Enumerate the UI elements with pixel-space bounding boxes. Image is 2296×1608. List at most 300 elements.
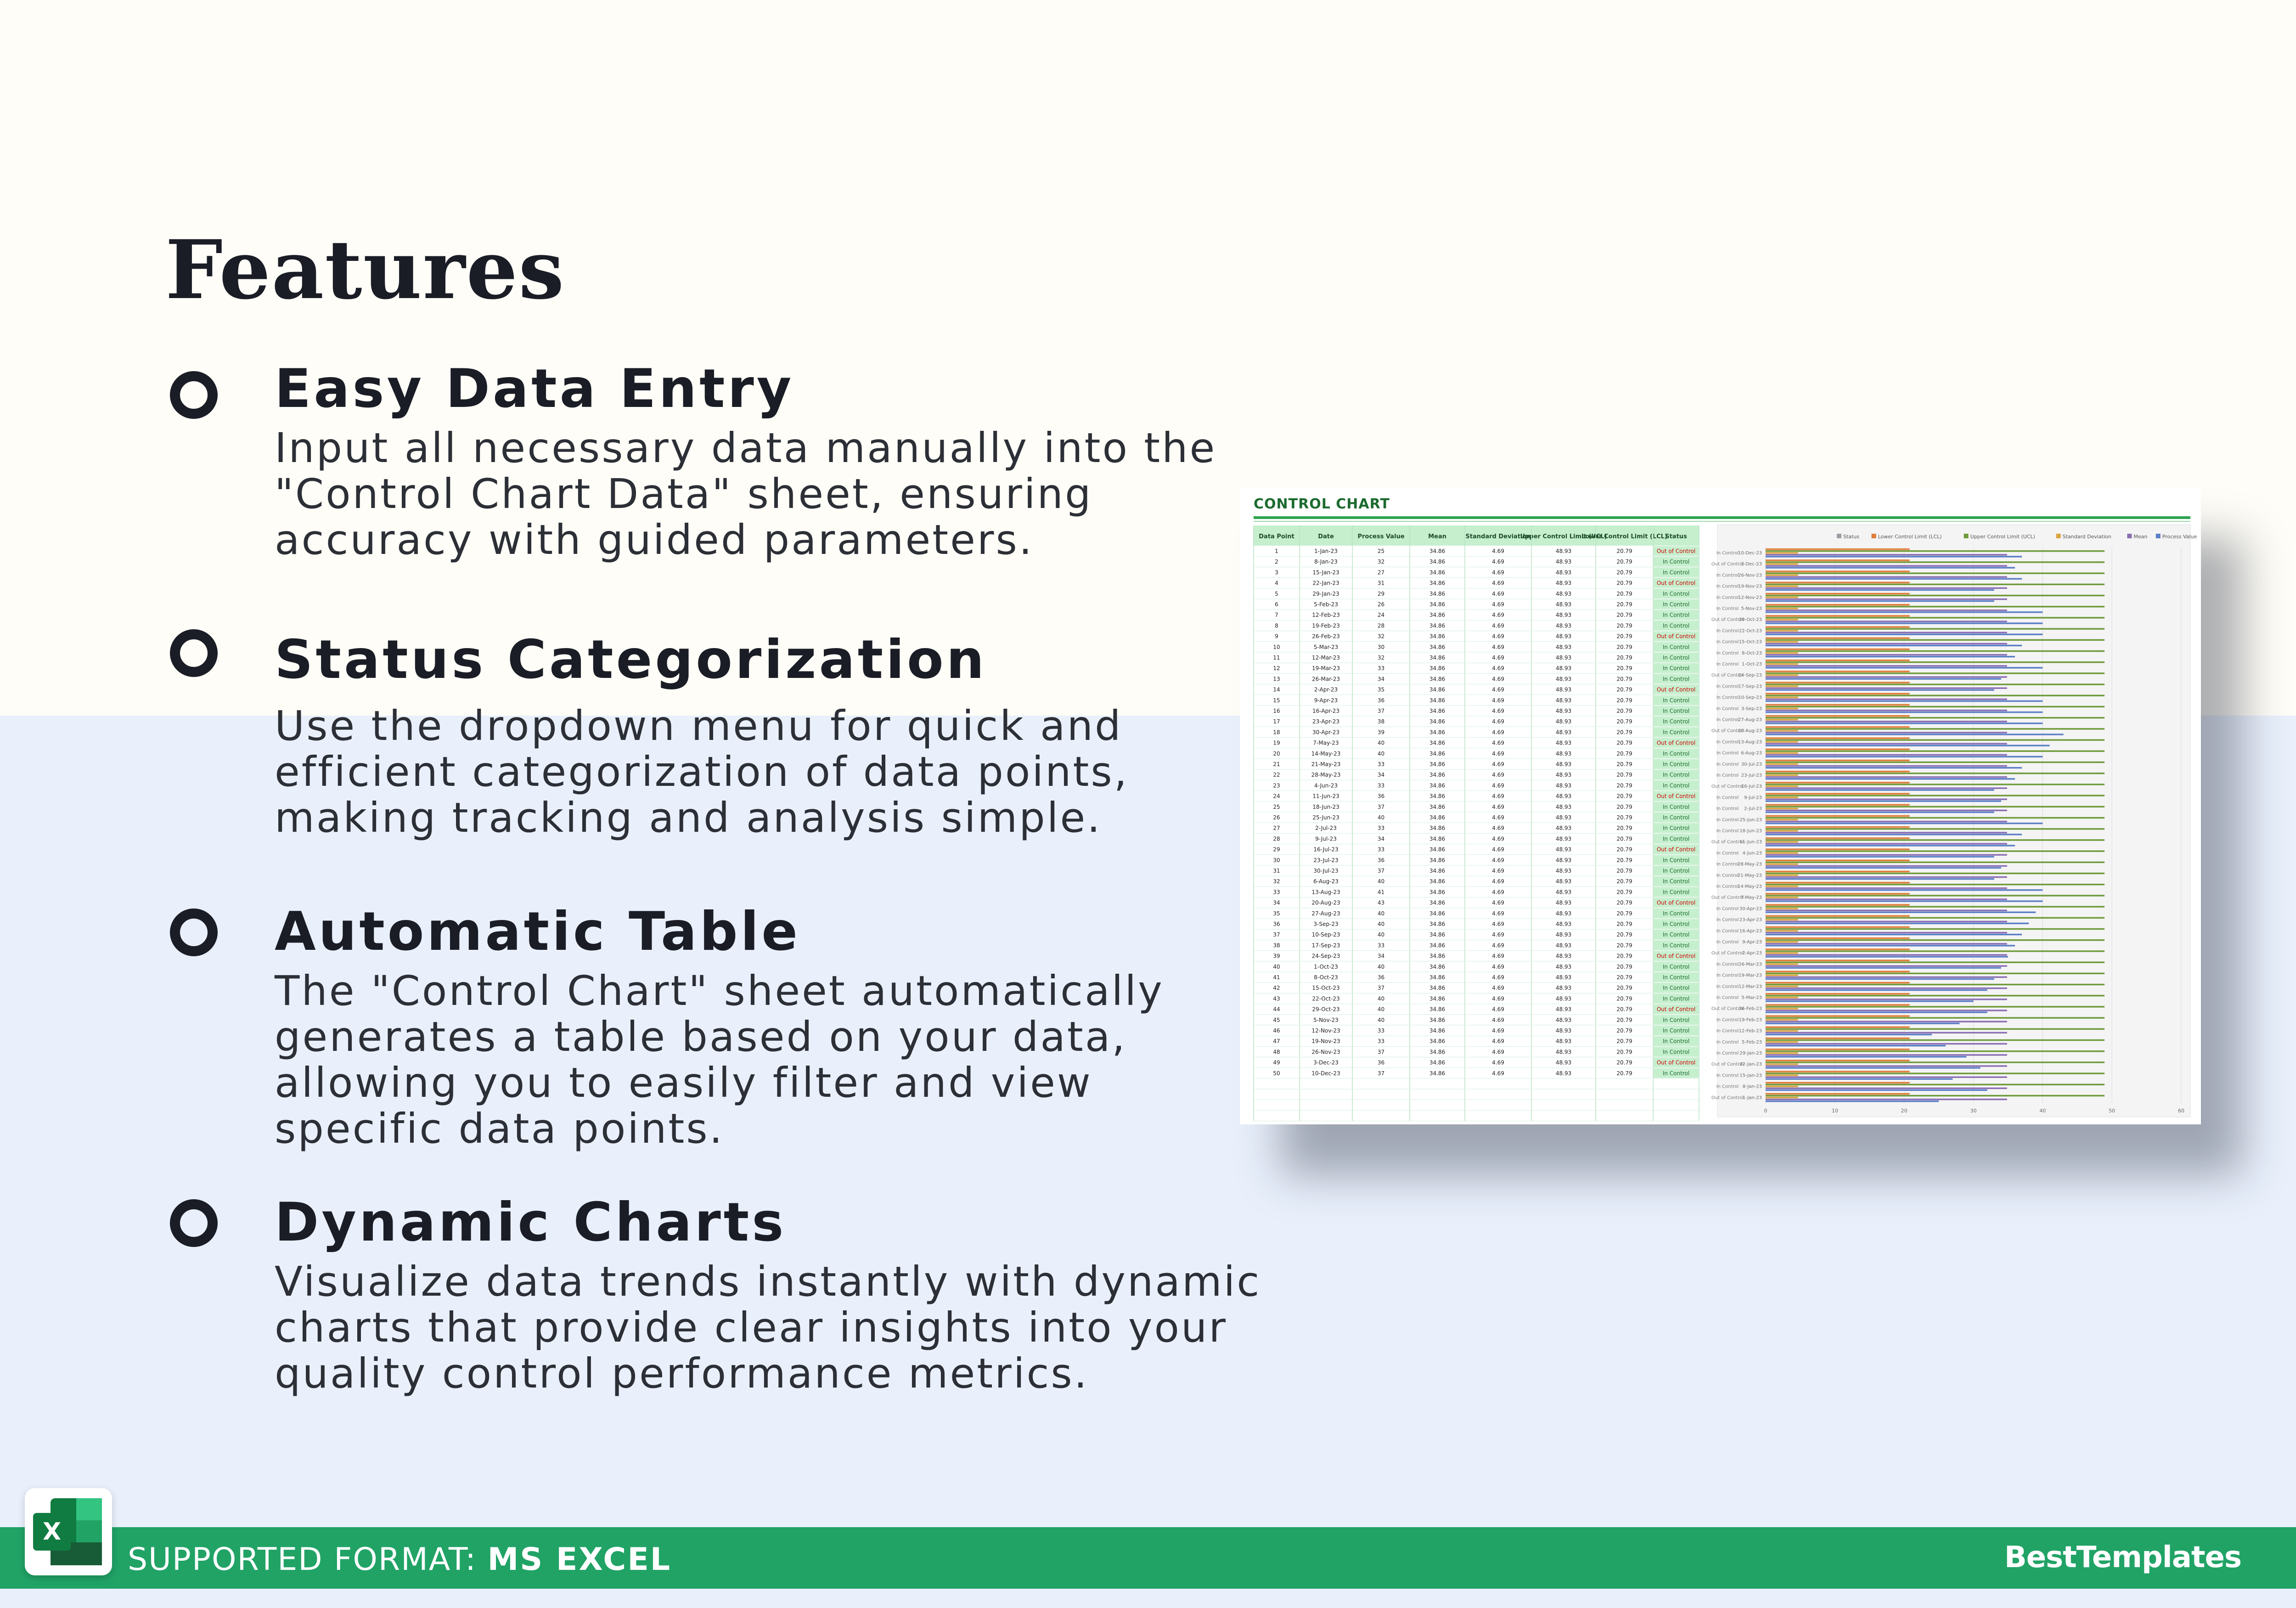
bar-ucl	[1766, 1039, 2105, 1041]
bar-mean	[1766, 1010, 2007, 1011]
table-cell: 48.93	[1555, 1059, 1572, 1066]
y-tick-label: 9-Apr-23	[1742, 940, 1762, 945]
bar-ucl	[1766, 873, 2105, 874]
bar-mean	[1766, 1054, 2007, 1055]
bar-ucl	[1766, 1095, 2105, 1096]
table-cell: 4.69	[1492, 750, 1504, 757]
status-badge: Out of Control	[1656, 899, 1696, 906]
y-tick-label: 13-Aug-23	[1738, 739, 1762, 745]
bar-mean	[1766, 1077, 2007, 1078]
status-badge: In Control	[1662, 814, 1690, 821]
table-cell: 27	[1377, 569, 1385, 576]
bar-process-value	[1766, 589, 1994, 591]
bar-ucl	[1766, 628, 2105, 629]
table-cell: 40	[1273, 963, 1280, 970]
bar-std-dev	[1766, 897, 1798, 898]
table-cell: 45	[1273, 1016, 1280, 1023]
table-cell: 34.86	[1429, 676, 1446, 683]
table-cell: 4.69	[1492, 1038, 1504, 1045]
table-cell: 20.79	[1616, 868, 1632, 874]
bar-process-value	[1766, 789, 1994, 790]
table-cell: 8-Jan-23	[1314, 559, 1338, 565]
bar-mean	[1766, 887, 2007, 889]
table-cell: 4-Jun-23	[1314, 782, 1338, 789]
table-cell: 34	[1377, 953, 1385, 959]
table-cell: 4	[1275, 580, 1278, 587]
bar-mean	[1766, 554, 2007, 555]
bar-process-value	[1766, 1089, 1987, 1091]
table-cell: 20.79	[1616, 697, 1632, 704]
status-axis-label: In Control	[1716, 584, 1739, 589]
bar-lcl	[1766, 804, 1910, 806]
status-badge: Out of Control	[1656, 633, 1696, 640]
table-cell: 5-Feb-23	[1314, 601, 1338, 608]
table-cell: 16-Jul-23	[1313, 846, 1339, 853]
bar-ucl	[1766, 1017, 2105, 1018]
table-cell: 4.69	[1492, 782, 1504, 789]
bar-mean	[1766, 621, 2007, 622]
table-cell: 42	[1273, 985, 1280, 992]
table-cell: 34.86	[1429, 825, 1446, 832]
bar-process-value	[1766, 1045, 1946, 1046]
bar-process-value	[1766, 1100, 1939, 1102]
table-cell: 20.79	[1616, 633, 1632, 640]
table-cell: 48	[1273, 1049, 1280, 1055]
table-cell: 11	[1273, 654, 1280, 661]
table-cell: 34.86	[1429, 995, 1446, 1002]
table-cell: 4.69	[1492, 601, 1504, 608]
table-cell: 26	[1377, 601, 1385, 608]
table-cell: 8-Oct-23	[1314, 974, 1338, 981]
table-cell: 34.86	[1429, 1049, 1446, 1055]
table-cell: 34.86	[1429, 739, 1446, 746]
table-cell: 34.86	[1429, 835, 1446, 842]
feature-description: The "Control Chart" sheet automatically generates a table based on your data, allowing you to easily filter and view specific data points.	[275, 967, 1164, 1152]
table-cell: 4.69	[1492, 569, 1504, 576]
bar-ucl	[1766, 973, 2105, 974]
bar-std-dev	[1766, 986, 1798, 987]
table-cell: 33	[1377, 782, 1385, 789]
bar-process-value	[1766, 967, 2001, 969]
bar-process-value	[1766, 756, 2043, 757]
table-cell: 31	[1273, 868, 1280, 874]
bar-lcl	[1766, 626, 1910, 627]
table-cell: 40	[1377, 878, 1385, 885]
table-cell: 33	[1377, 846, 1385, 853]
table-cell: 48.93	[1555, 590, 1572, 597]
bar-std-dev	[1766, 908, 1798, 909]
table-cell: 18-Jun-23	[1312, 803, 1339, 810]
status-axis-label: In Control	[1716, 1084, 1739, 1089]
table-cell: 23	[1273, 782, 1280, 789]
table-cell: 20.79	[1616, 708, 1632, 714]
bar-process-value	[1766, 978, 1994, 980]
bar-process-value	[1766, 767, 2022, 768]
table-cell: 34.86	[1429, 878, 1446, 885]
table-cell: 20.79	[1616, 1016, 1632, 1023]
bar-process-value	[1766, 923, 2029, 924]
table-cell: 4.69	[1492, 803, 1504, 810]
table-cell: 26-Mar-23	[1311, 676, 1340, 683]
table-cell: 34.86	[1429, 633, 1446, 640]
status-axis-label: Out of Control	[1711, 673, 1744, 678]
table-cell: 23-Apr-23	[1312, 718, 1339, 725]
table-cell: 20.79	[1616, 580, 1632, 587]
table-cell: 21-May-23	[1311, 761, 1341, 767]
bar-std-dev	[1766, 685, 1798, 687]
status-axis-label: Out of Control	[1711, 951, 1744, 956]
y-tick-label: 21-May-23	[1737, 873, 1762, 878]
feature-title: Status Categorization	[275, 629, 987, 691]
legend-entry: Standard Deviation	[2062, 534, 2111, 540]
table-cell: 34.86	[1429, 1027, 1446, 1034]
y-tick-label: 12-Feb-23	[1739, 1028, 1762, 1034]
bar-std-dev	[1766, 1030, 1798, 1032]
y-tick-label: 26-Feb-23	[1739, 1006, 1762, 1012]
table-cell: 4.69	[1492, 739, 1504, 746]
status-badge: In Control	[1662, 612, 1690, 619]
bar-lcl	[1766, 837, 1910, 839]
table-cell: 4.69	[1492, 772, 1504, 779]
bar-ucl	[1766, 862, 2105, 863]
table-cell: 8	[1275, 622, 1278, 629]
table-cell: 34.86	[1429, 889, 1446, 896]
status-axis-label: In Control	[1716, 940, 1739, 945]
legend-entry: Mean	[2133, 534, 2148, 540]
table-cell: 5	[1275, 590, 1278, 597]
bar-lcl	[1766, 693, 1910, 694]
table-cell: 34.86	[1429, 548, 1446, 554]
bar-lcl	[1766, 982, 1910, 983]
bar-lcl	[1766, 815, 1910, 817]
status-axis-label: Out of Control	[1711, 784, 1744, 790]
bar-process-value	[1766, 934, 2022, 935]
bar-lcl	[1766, 782, 1910, 783]
table-cell: 34.86	[1429, 1059, 1446, 1066]
table-cell: 4.69	[1492, 590, 1504, 597]
table-cell: 4.69	[1492, 665, 1504, 672]
bar-std-dev	[1766, 997, 1798, 998]
table-cell: 14	[1273, 686, 1280, 693]
status-axis-label: Out of Control	[1711, 728, 1744, 734]
bar-std-dev	[1766, 886, 1798, 887]
table-cell: 34.86	[1429, 612, 1446, 619]
table-cell: 4.69	[1492, 1027, 1504, 1034]
table-cell: 17	[1273, 718, 1280, 725]
status-badge: In Control	[1662, 857, 1690, 863]
bar-std-dev	[1766, 708, 1798, 709]
status-axis-label: Out of Control	[1711, 1062, 1744, 1067]
status-axis-label: In Control	[1716, 650, 1739, 656]
table-cell: 34.86	[1429, 1070, 1446, 1077]
bar-process-value	[1766, 733, 2064, 735]
bar-std-dev	[1766, 819, 1798, 820]
table-header-cell: Lower Control Limit (LCL)	[1581, 533, 1667, 540]
page-heading: Features	[165, 222, 565, 317]
status-axis-label: In Control	[1716, 995, 1739, 1001]
bar-lcl	[1766, 1027, 1910, 1028]
table-cell: 48.93	[1555, 942, 1572, 949]
bar-mean	[1766, 1099, 2007, 1100]
table-cell: 35	[1377, 686, 1385, 693]
table-cell: 34.86	[1429, 953, 1446, 959]
table-cell: 20.79	[1616, 665, 1632, 672]
bar-lcl	[1766, 893, 1910, 894]
bar-std-dev	[1766, 919, 1798, 920]
status-axis-label: In Control	[1716, 595, 1739, 600]
bar-mean	[1766, 754, 2007, 756]
status-badge: Out of Control	[1656, 580, 1696, 587]
table-cell: 20.79	[1616, 963, 1632, 970]
x-tick-label: 10	[1831, 1108, 1838, 1114]
feature-description: Use the dropdown menu for quick and efficient categorization of data points, making tracking and analysis simple.	[275, 702, 1129, 841]
bar-mean	[1766, 965, 2007, 967]
y-tick-label: 5-Feb-23	[1741, 1039, 1762, 1045]
table-cell: 40	[1377, 995, 1385, 1002]
bar-process-value	[1766, 823, 2043, 824]
table-cell: 4.69	[1492, 889, 1504, 896]
table-cell: 32	[1377, 559, 1385, 565]
bar-process-value	[1766, 745, 2049, 746]
svg-text:X: X	[42, 1518, 62, 1546]
bar-std-dev	[1766, 875, 1798, 876]
table-cell: 48.93	[1555, 868, 1572, 874]
status-badge: In Control	[1662, 825, 1690, 832]
bar-std-dev	[1766, 586, 1798, 587]
bar-std-dev	[1766, 630, 1798, 631]
table-cell: 48.93	[1555, 910, 1572, 917]
bar-ucl	[1766, 884, 2105, 885]
bar-ucl	[1766, 672, 2105, 674]
bar-mean	[1766, 876, 2007, 878]
table-cell: 20.79	[1616, 686, 1632, 693]
status-axis-label: In Control	[1716, 762, 1739, 767]
table-cell: 20.79	[1616, 974, 1632, 981]
table-cell: 20-Aug-23	[1311, 899, 1340, 906]
bar-std-dev	[1766, 741, 1798, 742]
table-cell: 20.79	[1616, 729, 1632, 736]
bar-process-value	[1766, 634, 2043, 635]
table-cell: 11-Jun-23	[1312, 793, 1339, 800]
table-cell: 34.86	[1429, 643, 1446, 650]
bar-ucl	[1766, 995, 2105, 996]
bar-process-value	[1766, 889, 2043, 891]
bar-lcl	[1766, 548, 1910, 550]
bar-process-value	[1766, 945, 2015, 946]
table-cell: 4.69	[1492, 612, 1504, 619]
table-cell: 34.86	[1429, 803, 1446, 810]
bar-process-value	[1766, 1000, 1974, 1002]
bar-lcl	[1766, 882, 1910, 883]
bar-std-dev	[1766, 808, 1798, 809]
table-cell: 34.86	[1429, 846, 1446, 853]
table-cell: 34.86	[1429, 686, 1446, 693]
table-cell: 34.86	[1429, 985, 1446, 992]
y-tick-label: 6-Aug-23	[1741, 750, 1762, 756]
bar-process-value	[1766, 900, 2043, 902]
table-cell: 46	[1273, 1027, 1280, 1034]
bar-ucl	[1766, 572, 2105, 574]
bar-lcl	[1766, 959, 1910, 961]
status-badge: In Control	[1662, 676, 1690, 683]
table-cell: 4.69	[1492, 942, 1504, 949]
bar-ucl	[1766, 961, 2105, 963]
table-cell: 48.93	[1555, 729, 1572, 736]
status-axis-label: In Control	[1716, 573, 1739, 578]
table-cell: 20.79	[1616, 718, 1632, 725]
status-axis-label: In Control	[1716, 639, 1739, 645]
table-cell: 30-Apr-23	[1312, 729, 1339, 736]
status-axis-label: In Control	[1716, 739, 1739, 745]
feature-description: Input all necessary data manually into the "Control Chart Data" sheet, ensuring accuracy with guided parameters.	[275, 424, 1217, 564]
status-axis-label: In Control	[1716, 873, 1739, 878]
table-cell: 48.93	[1555, 825, 1572, 832]
y-tick-label: 19-Nov-23	[1738, 584, 1762, 589]
bar-ucl	[1766, 561, 2105, 563]
table-cell: 33	[1377, 1038, 1385, 1045]
bar-std-dev	[1766, 752, 1798, 754]
bar-ucl	[1766, 917, 2105, 919]
status-axis-label: In Control	[1716, 1017, 1739, 1023]
table-cell: 34.86	[1429, 974, 1446, 981]
table-cell: 4.69	[1492, 1059, 1504, 1066]
table-cell: 48.93	[1555, 963, 1572, 970]
bar-std-dev	[1766, 597, 1798, 598]
feature-easy-data-entry	[170, 358, 1217, 570]
bar-ucl	[1766, 939, 2105, 941]
bar-mean	[1766, 910, 2007, 911]
table-cell: 34.86	[1429, 857, 1446, 863]
bar-ucl	[1766, 550, 2105, 552]
bar-lcl	[1766, 582, 1910, 583]
table-cell: 16	[1273, 708, 1280, 714]
table-cell: 4.69	[1492, 995, 1504, 1002]
table-cell: 26-Feb-23	[1312, 633, 1340, 640]
table-cell: 12-Feb-23	[1312, 612, 1340, 619]
bar-std-dev	[1766, 1052, 1798, 1054]
bar-mean	[1766, 732, 2007, 733]
table-cell: 48.93	[1555, 878, 1572, 885]
bar-lcl	[1766, 749, 1910, 750]
table-cell: 4.69	[1492, 985, 1504, 992]
bar-process-value	[1766, 722, 2043, 724]
table-cell: 48.93	[1555, 1038, 1572, 1045]
status-axis-label: In Control	[1716, 1051, 1739, 1056]
table-cell: 20.79	[1616, 878, 1632, 885]
table-cell: 34.86	[1429, 729, 1446, 736]
table-cell: 48.93	[1555, 814, 1572, 821]
bar-mean	[1766, 721, 2007, 722]
bar-mean	[1766, 587, 2007, 589]
bar-lcl	[1766, 671, 1910, 672]
feature-title: Dynamic Charts	[275, 1191, 787, 1253]
table-cell: 34.86	[1429, 942, 1446, 949]
bar-ucl	[1766, 1028, 2105, 1030]
status-badge: Out of Control	[1656, 846, 1696, 853]
table-cell: 4.69	[1492, 825, 1504, 832]
bar-mean	[1766, 743, 2007, 745]
table-cell: 34.86	[1429, 1038, 1446, 1045]
table-cell: 48.93	[1555, 835, 1572, 842]
bar-process-value	[1766, 834, 2022, 835]
y-tick-label: 11-Jun-23	[1739, 840, 1762, 845]
table-cell: 41	[1273, 974, 1280, 981]
table-cell: 37	[1377, 803, 1385, 810]
bar-mean	[1766, 576, 2007, 578]
bar-ucl	[1766, 850, 2105, 852]
table-cell: 37	[1377, 1049, 1385, 1055]
bar-lcl	[1766, 871, 1910, 872]
status-axis-label: In Control	[1716, 917, 1739, 923]
legend-swatch	[2056, 534, 2061, 538]
table-header-cell: Standard Deviation	[1465, 533, 1531, 540]
table-cell: 20.79	[1616, 889, 1632, 896]
bar-lcl	[1766, 615, 1910, 616]
table-cell: 48.93	[1555, 686, 1572, 693]
bar-process-value	[1766, 856, 1994, 858]
control-chart-bar-chart	[1240, 488, 2201, 1124]
table-cell: 4.69	[1492, 548, 1504, 554]
table-cell: 34.86	[1429, 868, 1446, 874]
bar-process-value	[1766, 656, 2015, 657]
y-tick-label: 23-Apr-23	[1739, 917, 1762, 923]
status-axis-label: In Control	[1716, 662, 1739, 667]
table-cell: 43	[1377, 899, 1385, 906]
table-cell: 48.93	[1555, 931, 1572, 938]
table-cell: 12-Mar-23	[1311, 654, 1340, 661]
table-cell: 48.93	[1555, 985, 1572, 992]
table-cell: 4.69	[1492, 622, 1504, 629]
table-cell: 47	[1273, 1038, 1280, 1045]
table-cell: 20.79	[1616, 910, 1632, 917]
table-cell: 37	[1377, 708, 1385, 714]
table-cell: 20.79	[1616, 750, 1632, 757]
table-cell: 48.93	[1555, 654, 1572, 661]
table-cell: 9-Jul-23	[1315, 835, 1337, 842]
bar-ucl	[1766, 606, 2105, 607]
bar-mean	[1766, 1043, 2007, 1044]
table-cell: 34.86	[1429, 718, 1446, 725]
table-cell: 48.93	[1555, 974, 1572, 981]
table-cell: 36	[1377, 974, 1385, 981]
table-cell: 48.93	[1555, 739, 1572, 746]
table-cell: 48.93	[1555, 697, 1572, 704]
table-cell: 48.93	[1555, 708, 1572, 714]
table-cell: 34.86	[1429, 750, 1446, 757]
table-cell: 4.69	[1492, 718, 1504, 725]
bar-mean	[1766, 710, 2007, 711]
table-cell: 34.86	[1429, 708, 1446, 714]
table-cell: 28	[1377, 622, 1385, 629]
status-badge: Out of Control	[1656, 739, 1696, 746]
status-axis-label: In Control	[1716, 717, 1739, 723]
bar-lcl	[1766, 660, 1910, 661]
bar-ucl	[1766, 661, 2105, 663]
table-cell: 29-Oct-23	[1312, 1006, 1340, 1013]
table-cell: 34.86	[1429, 931, 1446, 938]
bar-lcl	[1766, 1071, 1910, 1072]
status-axis-label: In Control	[1716, 884, 1739, 890]
table-cell: 20.79	[1616, 857, 1632, 863]
table-cell: 4.69	[1492, 729, 1504, 736]
bar-mean	[1766, 921, 2007, 922]
table-cell: 7	[1275, 612, 1278, 619]
bar-lcl	[1766, 860, 1910, 861]
table-cell: 4.69	[1492, 899, 1504, 906]
bar-ucl	[1766, 683, 2105, 685]
bar-ucl	[1766, 706, 2105, 707]
bar-mean	[1766, 654, 2007, 655]
